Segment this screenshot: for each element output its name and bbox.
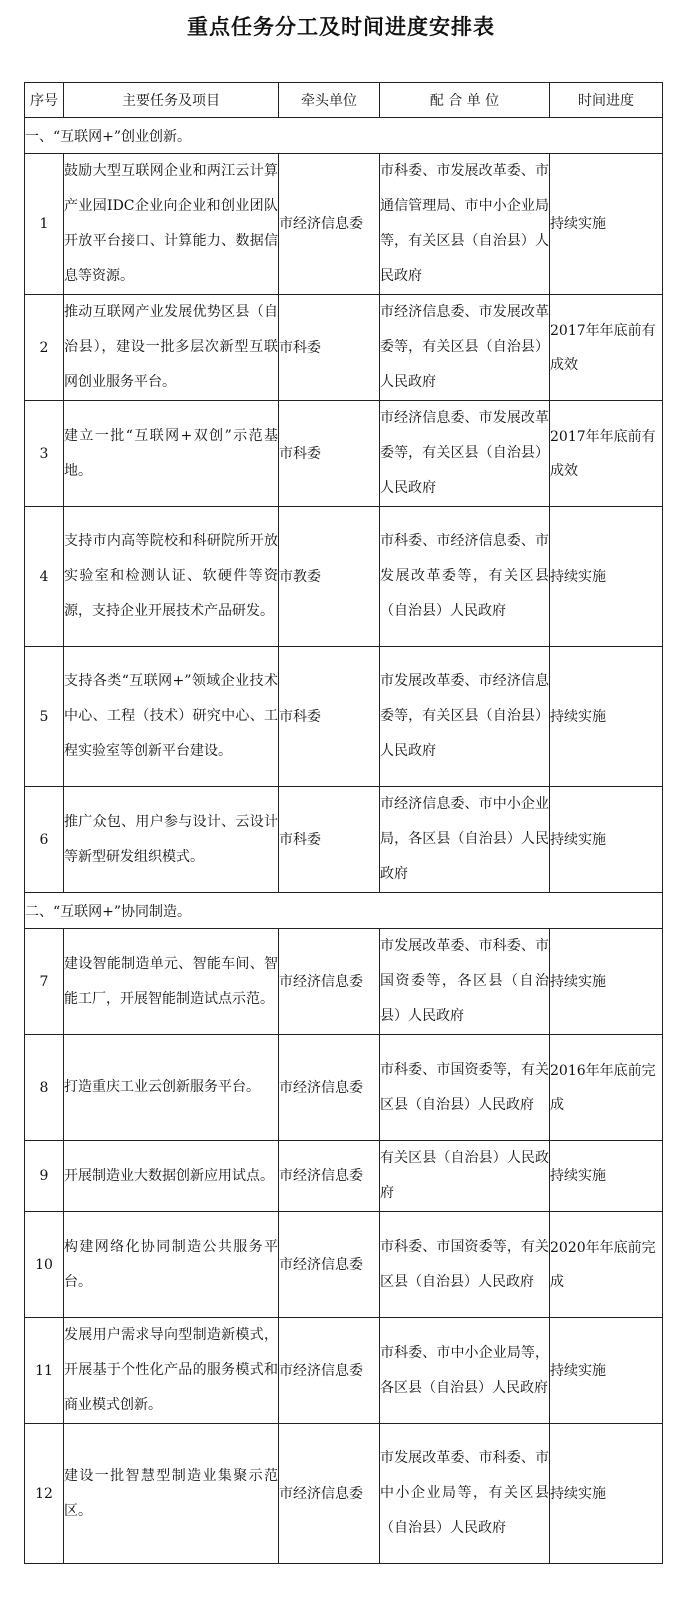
time-progress-cell: 持续实施 — [550, 929, 663, 1035]
table-row — [25, 647, 663, 787]
task-cell: 推广众包、用户参与设计、云设计等新型研发组织模式。 — [64, 787, 279, 893]
table-row — [25, 401, 663, 507]
time-progress-cell: 2020年年底前完成 — [550, 1212, 663, 1318]
row-number: 1 — [25, 154, 64, 295]
row-number: 7 — [25, 929, 64, 1035]
partner-units-cell: 市发展改革委、市经济信息委等，有关区县（自治县）人民政府 — [380, 647, 550, 787]
partner-units-cell: 市经济信息委、市发展改革委等，有关区县（自治县）人民政府 — [380, 401, 550, 507]
task-cell: 支持市内高等院校和科研院所开放实验室和检测认证、软硬件等资源，支持企业开展技术产品研发。 — [64, 507, 279, 647]
table-row — [25, 1212, 663, 1318]
lead-unit-cell: 市经济信息委 — [279, 1035, 380, 1141]
table-row — [25, 1141, 663, 1212]
lead-unit-cell: 市经济信息委 — [279, 1141, 380, 1212]
table-row — [25, 154, 663, 295]
table-row — [25, 1318, 663, 1424]
table-row — [25, 295, 663, 401]
partner-units-cell: 市经济信息委、市中小企业局，各区县（自治县）人民政府 — [380, 787, 550, 893]
lead-unit-cell: 市教委 — [279, 507, 380, 647]
partner-units-cell: 市科委、市发展改革委、市通信管理局、市中小企业局等，有关区县（自治县）人民政府 — [380, 154, 550, 295]
time-progress-cell: 2017年年底前有成效 — [550, 295, 663, 401]
section-label: 二、“互联网+”协同制造。 — [25, 893, 663, 929]
header-time: 时间进度 — [550, 83, 663, 118]
header-partner: 配 合 单 位 — [380, 83, 550, 118]
lead-unit-cell: 市经济信息委 — [279, 1424, 380, 1564]
row-number: 3 — [25, 401, 64, 507]
task-schedule-table — [24, 82, 663, 1564]
task-cell: 开展制造业大数据创新应用试点。 — [64, 1141, 279, 1212]
partner-units-cell: 市科委、市中小企业局等，各区县（自治县）人民政府 — [380, 1318, 550, 1424]
lead-unit-cell: 市经济信息委 — [279, 154, 380, 295]
partner-units-cell: 市发展改革委、市科委、市国资委等，各区县（自治县）人民政府 — [380, 929, 550, 1035]
table-row — [25, 1035, 663, 1141]
lead-unit-cell: 市经济信息委 — [279, 1212, 380, 1318]
task-cell: 建设智能制造单元、智能车间、智能工厂，开展智能制造试点示范。 — [64, 929, 279, 1035]
table-row — [25, 787, 663, 893]
page-title: 重点任务分工及时间进度安排表 — [187, 14, 495, 39]
partner-units-cell: 市发展改革委、市科委、市中小企业局等，有关区县（自治县）人民政府 — [380, 1424, 550, 1564]
row-number: 5 — [25, 647, 64, 787]
section-row — [25, 893, 663, 929]
task-cell: 推动互联网产业发展优势区县（自治县），建设一批多层次新型互联网创业服务平台。 — [64, 295, 279, 401]
header-task: 主要任务及项目 — [64, 83, 279, 118]
table-row — [25, 929, 663, 1035]
row-number: 8 — [25, 1035, 64, 1141]
row-number: 2 — [25, 295, 64, 401]
time-progress-cell: 2016年年底前完成 — [550, 1035, 663, 1141]
row-number: 12 — [25, 1424, 64, 1564]
table-body — [25, 118, 663, 1564]
time-progress-cell: 持续实施 — [550, 1318, 663, 1424]
time-progress-cell: 2017年年底前有成效 — [550, 401, 663, 507]
task-cell: 构建网络化协同制造公共服务平台。 — [64, 1212, 279, 1318]
partner-units-cell: 市经济信息委、市发展改革委等，有关区县（自治县）人民政府 — [380, 295, 550, 401]
lead-unit-cell: 市科委 — [279, 647, 380, 787]
task-cell: 建立一批“互联网+双创”示范基地。 — [64, 401, 279, 507]
time-progress-cell: 持续实施 — [550, 1424, 663, 1564]
section-label: 一、“互联网+”创业创新。 — [25, 118, 663, 154]
header-num: 序号 — [25, 83, 64, 118]
time-progress-cell: 持续实施 — [550, 647, 663, 787]
partner-units-cell: 市科委、市国资委等，有关区县（自治县）人民政府 — [380, 1212, 550, 1318]
row-number: 10 — [25, 1212, 64, 1318]
header-lead: 牵头单位 — [279, 83, 380, 118]
task-cell: 支持各类“互联网+”领域企业技术中心、工程（技术）研究中心、工程实验室等创新平台建设。 — [64, 647, 279, 787]
time-progress-cell: 持续实施 — [550, 507, 663, 647]
lead-unit-cell: 市科委 — [279, 787, 380, 893]
lead-unit-cell: 市经济信息委 — [279, 929, 380, 1035]
row-number: 9 — [25, 1141, 64, 1212]
row-number: 6 — [25, 787, 64, 893]
partner-units-cell: 市科委、市国资委等，有关区县（自治县）人民政府 — [380, 1035, 550, 1141]
time-progress-cell: 持续实施 — [550, 1141, 663, 1212]
task-cell: 建设一批智慧型制造业集聚示范区。 — [64, 1424, 279, 1564]
task-cell: 鼓励大型互联网企业和两江云计算产业园IDC企业向企业和创业团队开放平台接口、计算能力、数据信息等资源。 — [64, 154, 279, 295]
table-row — [25, 507, 663, 647]
time-progress-cell: 持续实施 — [550, 154, 663, 295]
time-progress-cell: 持续实施 — [550, 787, 663, 893]
section-row — [25, 118, 663, 154]
partner-units-cell: 市科委、市经济信息委、市发展改革委等，有关区县（自治县）人民政府 — [380, 507, 550, 647]
task-cell: 发展用户需求导向型制造新模式，开展基于个性化产品的服务模式和商业模式创新。 — [64, 1318, 279, 1424]
lead-unit-cell: 市经济信息委 — [279, 1318, 380, 1424]
task-cell: 打造重庆工业云创新服务平台。 — [64, 1035, 279, 1141]
table-row — [25, 1424, 663, 1564]
table-header-row — [25, 83, 663, 118]
lead-unit-cell: 市科委 — [279, 295, 380, 401]
row-number: 4 — [25, 507, 64, 647]
row-number: 11 — [25, 1318, 64, 1424]
partner-units-cell: 有关区县（自治县）人民政府 — [380, 1141, 550, 1212]
lead-unit-cell: 市科委 — [279, 401, 380, 507]
